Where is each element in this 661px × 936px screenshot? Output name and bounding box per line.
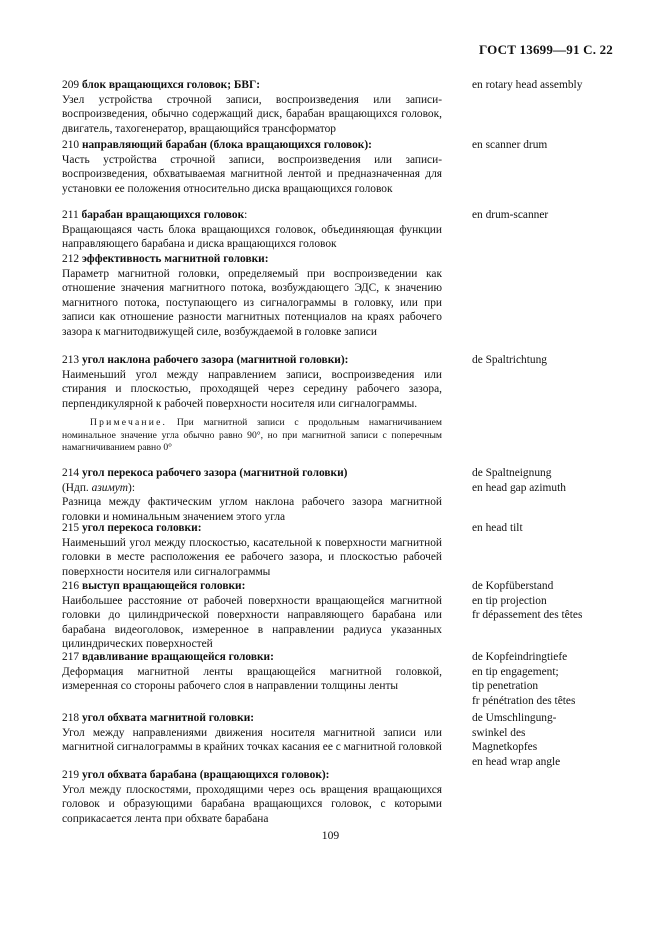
term-title: эффективность магнитной головки: [81, 253, 269, 265]
term-title: угол перекоса головки: [81, 522, 202, 534]
foreign-term: en drum-scanner [472, 209, 549, 221]
nonrec-prefix: (Ндп. [62, 481, 89, 494]
term-number: 215 [62, 522, 80, 534]
term-number: 211 [62, 209, 79, 221]
term-definition: Часть устройства строчной записи, воспроизведения или записи-воспроизведения, обхватываемая магнитной лентой и предназначенная для установки ее положения относительно диска вращающихся головок [62, 153, 442, 195]
term-definition: Вращающаяся часть блока вращающихся головок, объединяющая функции направляющего барабана и диска вращающихся головок [62, 223, 442, 251]
term-number: 216 [62, 580, 80, 592]
term-number: 218 [62, 712, 80, 724]
term-number: 209 [62, 79, 80, 91]
term-title: вдавливание вращающейся головки: [81, 651, 274, 663]
term-definition: Наибольшее расстояние от рабочей поверхности вращающейся магнитной головки до цилиндрической поверхности направляющего барабана или барабана видеоголовок, измеренное в направлении радиуса указанных цилиндрических поверхностей [62, 594, 442, 651]
term-definition: Наименьший угол между направлением записи, воспроизведения или стирания и плоскостью, проходящей через середину рабочего зазора, перпендикулярной к рабочей поверхности носителя или сигналограммы. [62, 368, 442, 410]
page-number: 109 [321, 829, 340, 842]
foreign-equivalents [472, 650, 642, 708]
term-number: 213 [62, 354, 80, 366]
nonrecommended-term: (Ндп. азимут): [62, 481, 135, 494]
term-definition: Угол между направлениями движения носителя магнитной записи или магнитной сигналограммы в крайних точках касания ее с магнитной головкой [62, 726, 442, 754]
term-number: 210 [62, 139, 80, 151]
term-title: угол обхвата магнитной головки: [81, 712, 255, 724]
term-number: 214 [62, 467, 80, 479]
term-number: 212 [62, 253, 80, 265]
foreign-equivalents [472, 579, 642, 623]
foreign-equivalents [472, 78, 642, 93]
nonrec-term: азимут [91, 481, 129, 494]
term-number: 217 [62, 651, 80, 663]
foreign-equivalents [472, 208, 642, 223]
term-title: барабан вращающихся головок [81, 209, 245, 221]
foreign-equivalents [472, 521, 642, 536]
note-text: При магнитной записи с продольным намагничиванием номинальное значение угла обычно равно 90°, но при магнитной записи с поперечным намагничиванием равно 0° [62, 417, 442, 454]
nonrec-suffix: ) [128, 481, 132, 494]
term-note [62, 417, 442, 454]
term-title: угол наклона рабочего зазора (магнитной головки): [81, 354, 349, 366]
term-title: выступ вращающейся головки: [81, 580, 246, 592]
foreign-term: de Kopfüberstand [472, 580, 554, 592]
foreign-term: Magnetkopfes [472, 741, 538, 754]
term-title: угол обхвата барабана (вращающихся головок): [81, 769, 330, 781]
foreign-term: de Umschlingung- [472, 712, 557, 724]
foreign-term: en head wrap angle [472, 755, 561, 768]
foreign-term: de Spaltneignung [472, 467, 552, 479]
foreign-term: en tip engagement; [472, 665, 559, 678]
term-definition: Разница между фактическим углом наклона рабочего зазора магнитной головки и номинальным значением этого угла [62, 496, 442, 523]
term-definition: Наименьший угол между плоскостью, касательной к поверхности магнитной головки в месте расположения ее рабочего зазора, и плоскостью рабочей поверхности носителя или сигналограммы [62, 536, 442, 578]
foreign-equivalents [472, 466, 642, 495]
foreign-term: en tip projection [472, 594, 547, 607]
term-definition: Параметр магнитной головки, определяемый при воспроизведении как отношение значения магнитного потока, возбуждающего ЭДС, к значению магнитного потока, поступающего из сигналограммы в головку, или при записи как отношение разности магнитных потенциалов на краях рабочего зазора к магнитодвижущей силе, возбуждаемой в головке записи [62, 267, 442, 338]
foreign-term: en scanner drum [472, 139, 548, 151]
foreign-term: tip penetration [472, 680, 539, 693]
term-title: блок вращающихся головок; БВГ: [81, 79, 261, 91]
foreign-term: swinkel des [472, 726, 526, 739]
term-definition: Деформация магнитной ленты вращающейся магнитной головкой, измеренная со стороны рабочего слоя в направлении толщины ленты [62, 665, 442, 693]
term-title: угол перекоса рабочего зазора (магнитной головки) [81, 467, 348, 479]
foreign-term: en head gap azimuth [472, 481, 566, 494]
foreign-term: de Kopfeindringtiefe [472, 651, 568, 663]
foreign-term: fr dépassement des têtes [472, 609, 583, 622]
foreign-equivalents [472, 138, 642, 153]
page-header: ГОСТ 13699—91 С. 22 [479, 42, 613, 57]
foreign-equivalents [472, 711, 642, 769]
foreign-equivalents [472, 353, 642, 368]
term-definition: Узел устройства строчной записи, воспроизведения или записи-воспроизведения, обычно содержащий диск, барабан вращающихся головок, двигатель, тахогенератор, вращающийся трансформатор [62, 93, 442, 135]
term-number: 219 [62, 769, 80, 781]
foreign-term: de Spaltrichtung [472, 354, 547, 366]
term-definition: Угол между плоскостями, проходящими через ось вращения вращающихся головок и образующими барабана вращающихся головок, с которыми соприкасается лента при обхвате барабана [62, 783, 442, 825]
foreign-term: fr pénétration des têtes [472, 694, 576, 707]
foreign-term: en head tilt [472, 522, 523, 534]
term-title: направляющий барабан (блока вращающихся головок): [81, 139, 372, 151]
foreign-term: en rotary head assembly [472, 79, 583, 91]
note-label: Примечание. [90, 417, 168, 429]
